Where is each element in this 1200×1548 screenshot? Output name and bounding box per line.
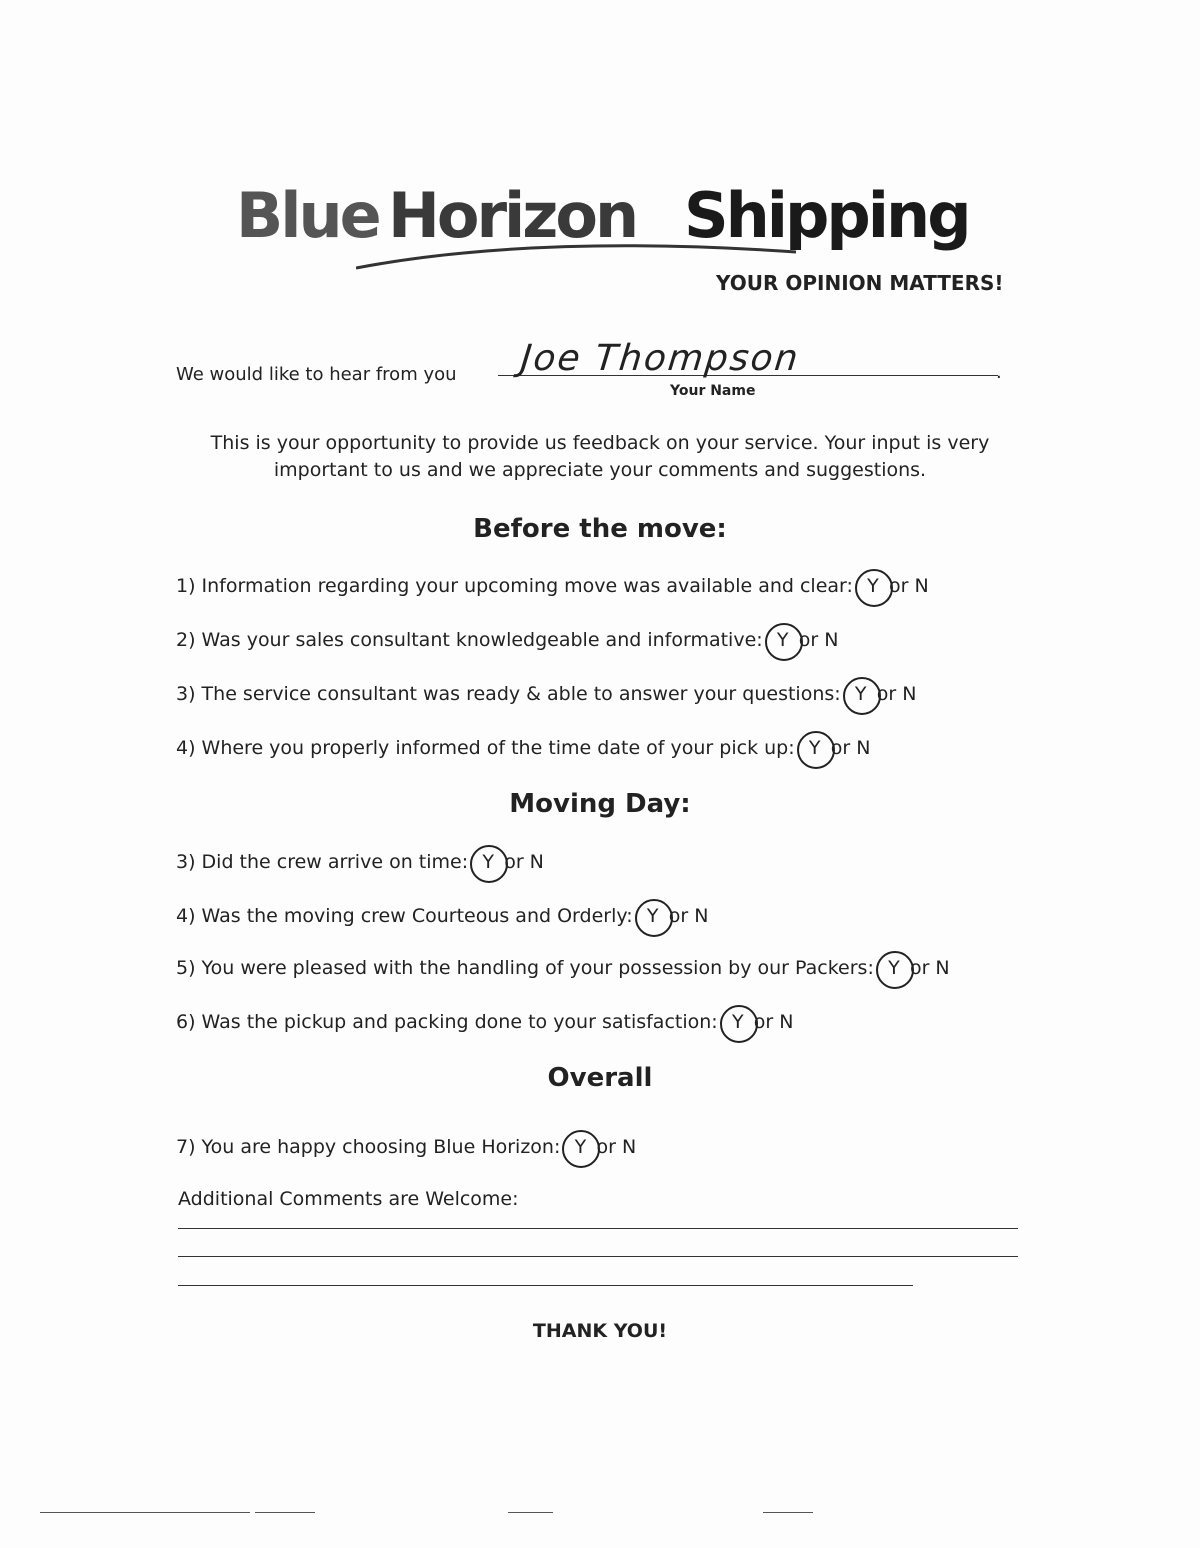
answer-choice[interactable]: Y or N: [884, 957, 950, 979]
name-caption: Your Name: [670, 383, 756, 399]
question-row: [176, 957, 950, 979]
answer-selected: Y: [646, 905, 659, 927]
answer-choice[interactable]: Y or N: [805, 737, 871, 759]
question-row: [176, 1136, 636, 1158]
question-text: 1) Information regarding your upcoming move was available and clear:: [176, 575, 853, 597]
question-row: [176, 1011, 794, 1033]
logo-text-horizon: Horizon: [388, 179, 637, 252]
comments-line[interactable]: [178, 1285, 913, 1286]
question-text: 4) Where you properly informed of the time date of your pick up:: [176, 737, 795, 759]
answer-choice[interactable]: Y or N: [728, 1011, 794, 1033]
question-row: [176, 737, 870, 759]
answer-selected: Y: [888, 957, 900, 979]
answer-circle: [797, 731, 835, 769]
answer-circle: [855, 569, 893, 607]
logo-text-blue: Blue: [236, 179, 379, 252]
section-title-moving-day: Moving Day:: [509, 789, 691, 819]
answer-circle: [876, 951, 914, 989]
divider: [763, 1512, 813, 1513]
answer-circle: [720, 1005, 758, 1043]
question-text: 4) Was the moving crew Courteous and Orderly:: [176, 905, 633, 927]
answer-choice[interactable]: Y or N: [863, 575, 929, 597]
thank-you-text: THANK YOU!: [532, 1320, 668, 1342]
answer-choice[interactable]: Y or N: [643, 905, 709, 927]
answer-circle: [470, 845, 508, 883]
answer-choice[interactable]: Y or N: [570, 1136, 636, 1158]
name-handwritten-value: Joe Thompson: [518, 338, 802, 379]
answer-choice[interactable]: Y or N: [773, 629, 839, 651]
comments-line[interactable]: [178, 1228, 1018, 1229]
section-title-overall: Overall: [547, 1063, 653, 1093]
comments-label: Additional Comments are Welcome:: [178, 1188, 519, 1210]
question-text: 5) You were pleased with the handling of your possession by our Packers:: [176, 957, 874, 979]
answer-choice[interactable]: Y or N: [851, 683, 917, 705]
question-row: [176, 629, 838, 651]
intro-paragraph: This is your opportunity to provide us feedback on your service. Your input is very important to us and we appreciate your comments and suggestions.: [210, 432, 990, 481]
answer-selected: Y: [731, 1011, 744, 1033]
answer-circle: [635, 899, 673, 937]
answer-selected: Y: [776, 629, 789, 651]
answer-selected: Y: [482, 851, 494, 873]
answer-circle: [765, 623, 803, 661]
tagline: YOUR OPINION MATTERS!: [716, 271, 1004, 295]
divider: [255, 1512, 315, 1513]
question-text: 7) You are happy choosing Blue Horizon:: [176, 1136, 561, 1158]
name-prompt-label: We would like to hear from you: [176, 364, 457, 385]
company-logo: [236, 176, 1026, 276]
question-row: [176, 905, 708, 927]
name-field-row: We would like to hear from you . Joe Thompson Your Name: [176, 338, 1002, 399]
comments-line[interactable]: [178, 1256, 1018, 1257]
answer-circle: [843, 677, 881, 715]
answer-selected: Y: [854, 683, 867, 705]
divider: [508, 1512, 553, 1513]
logo-text-shipping: Shipping: [684, 179, 969, 252]
answer-selected: Y: [808, 737, 821, 759]
section-title-before-move: Before the move:: [473, 514, 727, 544]
logo-swoosh-icon: [356, 230, 916, 270]
question-row: [176, 683, 916, 705]
question-row: [176, 851, 544, 873]
question-text: 2) Was your sales consultant knowledgeable and informative:: [176, 629, 763, 651]
answer-circle: [562, 1130, 600, 1168]
answer-selected: Y: [574, 1136, 587, 1158]
question-row: [176, 575, 929, 597]
question-text: 3) Did the crew arrive on time:: [176, 851, 469, 873]
question-text: 3) The service consultant was ready & able to answer your questions:: [176, 683, 841, 705]
answer-selected: Y: [867, 575, 879, 597]
question-text: 6) Was the pickup and packing done to your satisfaction:: [176, 1011, 718, 1033]
divider: [40, 1512, 250, 1513]
answer-choice[interactable]: Y or N: [478, 851, 544, 873]
